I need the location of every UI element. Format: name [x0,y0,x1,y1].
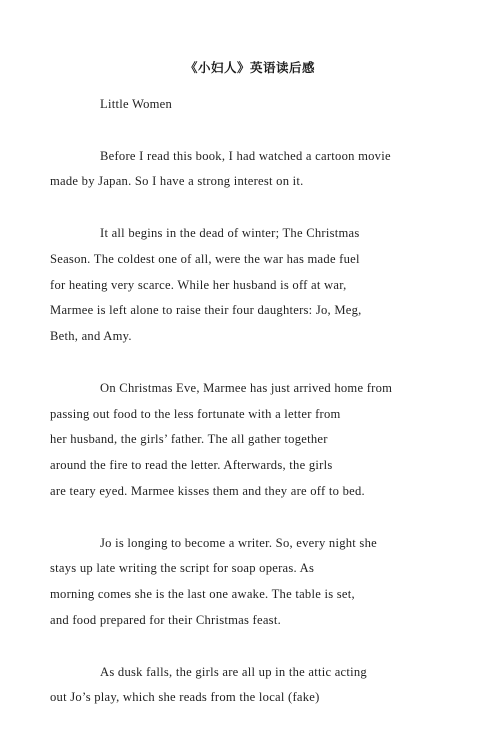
paragraph [50,144,420,196]
document-title: 《小妇人》英语读后感 [184,60,315,75]
paragraph [50,531,420,634]
text-line: for heating very scarce. While her husband is off at war, [50,277,347,292]
paragraph [50,376,420,505]
text-line: around the fire to read the letter. Afterwards, the girls [50,458,333,473]
text-line: Before I read this book, I had watched a cartoon movie [100,148,391,163]
text-line: Marmee is left alone to raise their four daughters: Jo, Meg, [50,303,362,318]
text-line: On Christmas Eve, Marmee has just arrived home from [100,380,393,395]
text-line: Little Women [100,97,173,111]
text-line: out Jo’s play, which she reads from the local (fake) [50,690,320,705]
text-line: Season. The coldest one of all, were the war has made fuel [50,251,360,266]
text-line: Jo is longing to become a writer. So, every night she [100,535,377,550]
text-line: passing out food to the less fortunate with a letter from [50,406,341,421]
paragraph [50,660,420,712]
text-line: stays up late writing the script for soap operas. As [50,561,315,576]
text-line: her husband, the girls’ father. The all gather together [50,432,328,447]
text-line: As dusk falls, the girls are all up in the attic acting [100,664,367,679]
paragraph-heading [75,92,420,118]
text-line: are teary eyed. Marmee kisses them and they are off to bed. [50,483,365,498]
text-line: made by Japan. So I have a strong interest on it. [50,174,304,189]
paragraph [50,221,420,350]
document-body [50,92,420,737]
text-line: It all begins in the dead of winter; The Christmas [100,225,360,240]
text-line: morning comes she is the last one awake. The table is set, [50,587,355,602]
text-line: and food prepared for their Christmas feast. [50,612,281,627]
text-line: Beth, and Amy. [50,329,132,344]
